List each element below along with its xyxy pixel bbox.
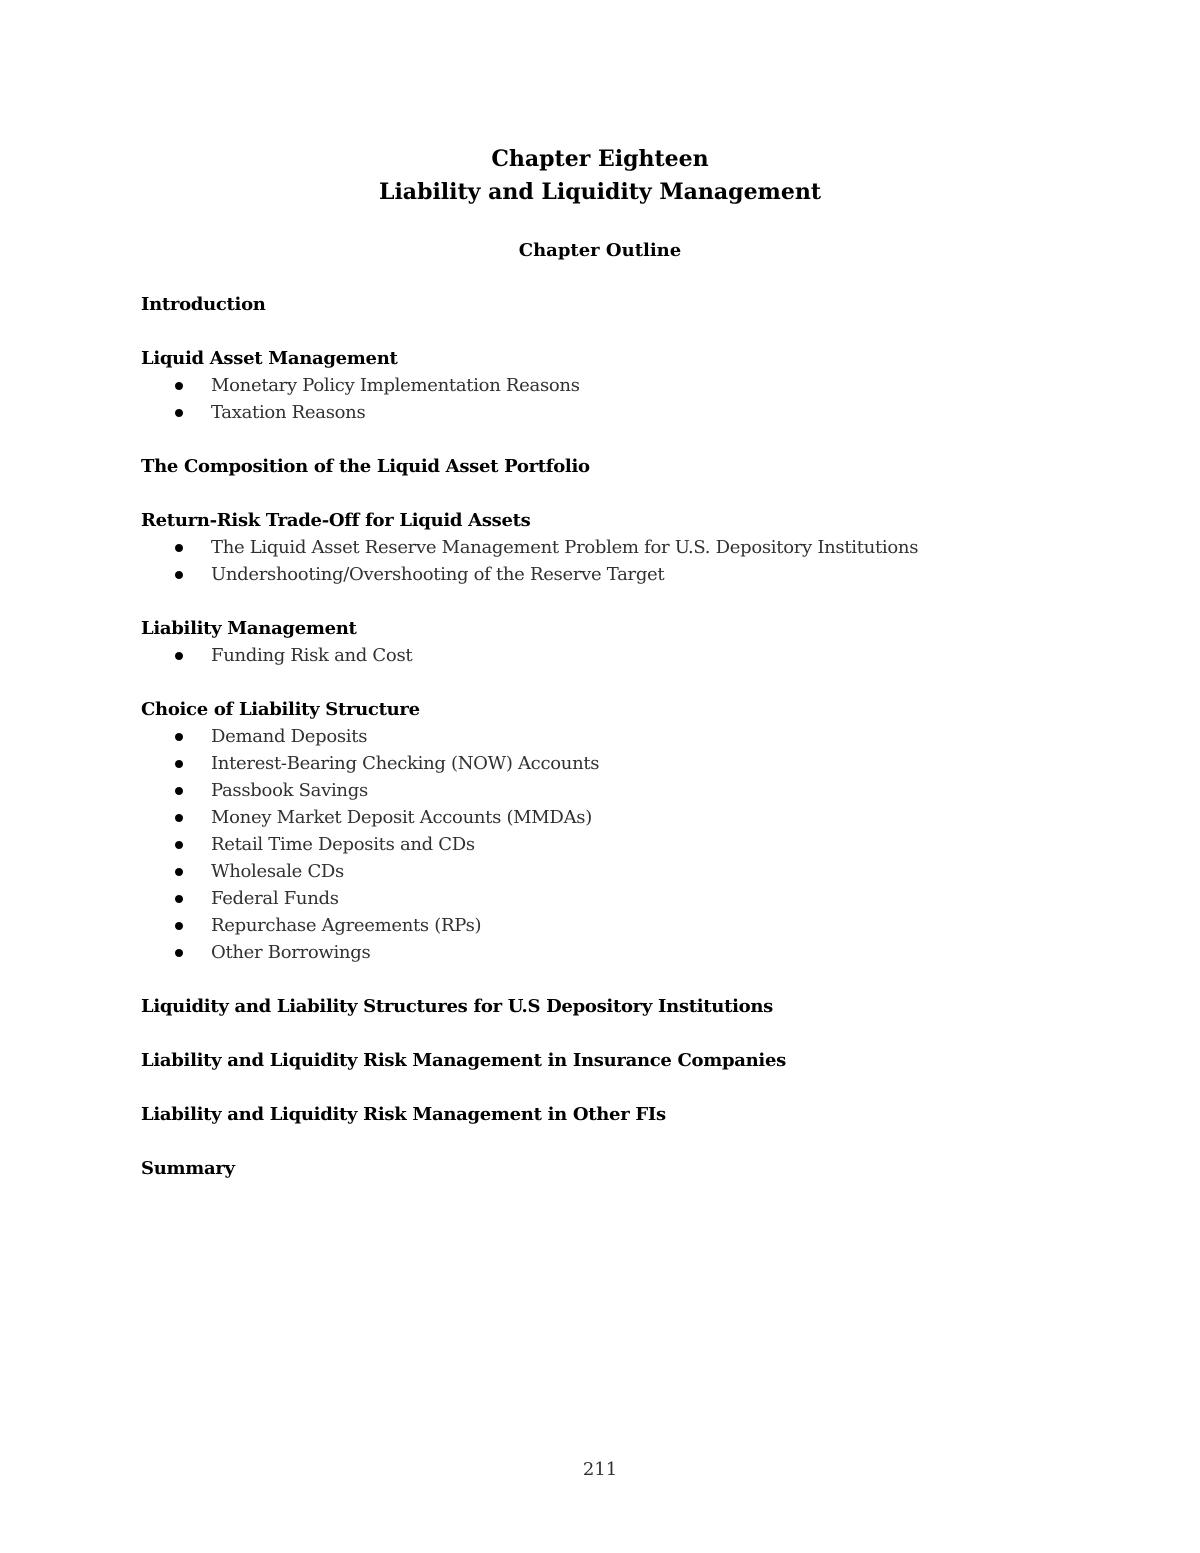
bullet-list (141, 723, 1141, 966)
outline-section (141, 1047, 1141, 1074)
section-heading: Liquidity and Liability Structures for U.S Depository Institutions (141, 996, 773, 1017)
bullet-item (141, 912, 1141, 939)
bullet-item (141, 939, 1141, 966)
bullet-icon (175, 571, 183, 579)
chapter-outline-heading: Chapter Outline (518, 240, 682, 261)
bullet-list (141, 372, 1141, 426)
bullet-list (141, 642, 1141, 669)
outline-section (141, 1101, 1141, 1128)
bullet-icon (175, 733, 183, 741)
chapter-number: Chapter Eighteen (491, 146, 709, 172)
bullet-item (141, 831, 1141, 858)
bullet-item (141, 534, 1141, 561)
bullet-text: Undershooting/Overshooting of the Reserve Target (211, 564, 665, 585)
section-heading: Liquid Asset Management (141, 348, 398, 369)
bullet-text: Repurchase Agreements (RPs) (211, 915, 482, 936)
bullet-item (141, 804, 1141, 831)
bullet-icon (175, 760, 183, 768)
outline-section (141, 615, 1141, 669)
bullet-item (141, 858, 1141, 885)
bullet-text: Retail Time Deposits and CDs (211, 834, 475, 855)
outline-list (141, 291, 1141, 1209)
bullet-item (141, 885, 1141, 912)
outline-section (141, 507, 1141, 588)
bullet-text: Federal Funds (211, 888, 339, 909)
section-heading: Choice of Liability Structure (141, 699, 420, 720)
chapter-title (0, 143, 1200, 209)
bullet-text: Interest-Bearing Checking (NOW) Accounts (211, 753, 600, 774)
outline-section (141, 291, 1141, 318)
outline-section (141, 993, 1141, 1020)
bullet-icon (175, 949, 183, 957)
bullet-icon (175, 922, 183, 930)
bullet-item (141, 777, 1141, 804)
section-heading: Summary (141, 1158, 235, 1179)
section-heading: Liability Management (141, 618, 357, 639)
bullet-icon (175, 868, 183, 876)
bullet-text: The Liquid Asset Reserve Management Problem for U.S. Depository Institutions (211, 537, 919, 558)
section-heading: Introduction (141, 294, 266, 315)
bullet-icon (175, 652, 183, 660)
bullet-icon (175, 814, 183, 822)
bullet-text: Funding Risk and Cost (211, 645, 413, 666)
bullet-text: Money Market Deposit Accounts (MMDAs) (211, 807, 592, 828)
bullet-item (141, 642, 1141, 669)
bullet-icon (175, 787, 183, 795)
section-heading: Return-Risk Trade-Off for Liquid Assets (141, 510, 531, 531)
outline-section (141, 696, 1141, 966)
outline-section (141, 1155, 1141, 1182)
chapter-name: Liability and Liquidity Management (378, 179, 821, 205)
bullet-item (141, 750, 1141, 777)
bullet-icon (175, 382, 183, 390)
bullet-icon (175, 409, 183, 417)
bullet-item (141, 723, 1141, 750)
bullet-text: Passbook Savings (211, 780, 368, 801)
bullet-text: Demand Deposits (211, 726, 368, 747)
section-heading: The Composition of the Liquid Asset Portfolio (141, 456, 590, 477)
bullet-item (141, 561, 1141, 588)
bullet-list (141, 534, 1141, 588)
bullet-icon (175, 895, 183, 903)
bullet-text: Wholesale CDs (211, 861, 344, 882)
section-heading: Liability and Liquidity Risk Management in Other FIs (141, 1104, 666, 1125)
bullet-text: Taxation Reasons (211, 402, 366, 423)
bullet-icon (175, 544, 183, 552)
outline-section (141, 345, 1141, 426)
bullet-icon (175, 841, 183, 849)
section-heading: Liability and Liquidity Risk Management in Insurance Companies (141, 1050, 786, 1071)
page-number: 211 (582, 1459, 618, 1480)
bullet-item (141, 399, 1141, 426)
outline-section (141, 453, 1141, 480)
bullet-item (141, 372, 1141, 399)
bullet-text: Monetary Policy Implementation Reasons (211, 375, 580, 396)
bullet-text: Other Borrowings (211, 942, 371, 963)
